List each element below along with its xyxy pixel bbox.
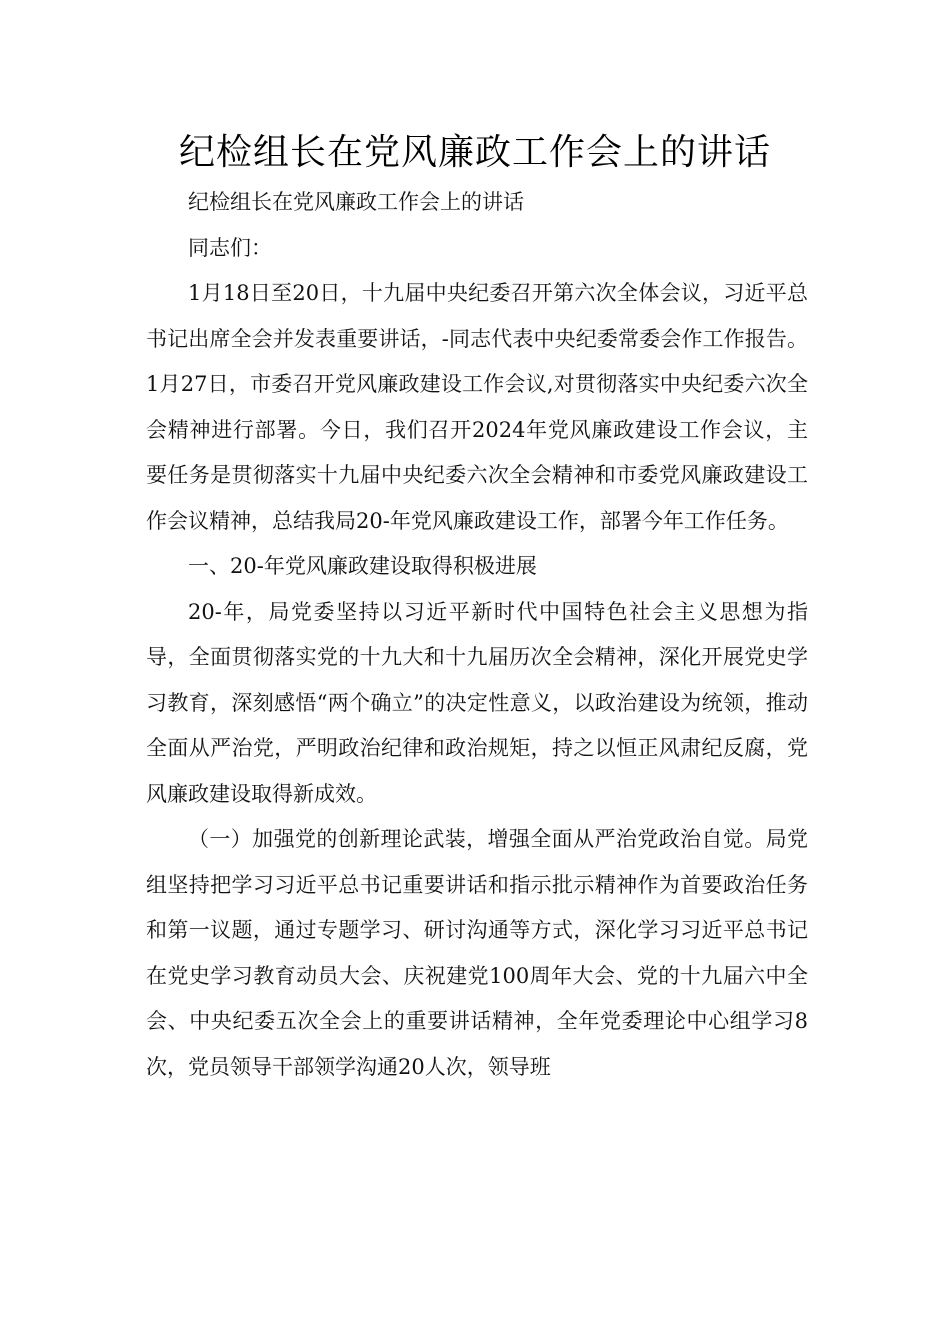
subtitle-paragraph: 纪检组长在党风廉政工作会上的讲话 — [188, 190, 524, 214]
salutation-paragraph: 同志们： — [188, 235, 272, 260]
document-title: 纪检组长在党风廉政工作会上的讲话 — [178, 132, 771, 173]
intro-paragraph: 1月18日至20日，十九届中央纪委召开第六次全体会议，习近平总书记出席全会并发表重要讲话，-同志代表中央纪委常委会作工作报告。1月27日，市委召开党风廉政建设工作会议,对贯彻落实中央纪委六次全会精神进行部署。今日，我们召开2024年党风廉政建设工作会议，主要任务是贯彻落实十九届中央纪委六次全会精神和市委党风廉政建设工作会议精神，总结我局20-年党风廉政建设工作，部署今年工作任务。 — [146, 281, 808, 533]
subsection-1-paragraph: （一）加强党的创新理论武装，增强全面从严治党政治自觉。局党组坚持把学习习近平总书记重要讲话和指示批示精神作为首要政治任务和第一议题，通过专题学习、研讨沟通等方式，深化学习习近平总书记在党史学习教育动员大会、庆祝建党100周年大会、党的十九届六中全会、中央纪委五次全会上的重要讲话精神，全年党委理论中心组学习8次，党员领导干部领学沟通20人次，领导班 — [146, 827, 808, 1079]
section-1-paragraph: 20-年，局党委坚持以习近平新时代中国特色社会主义思想为指导，全面贯彻落实党的十九大和十九届历次全会精神，深化开展党史学习教育，深刻感悟“两个确立”的决定性意义，以政治建设为统领，推动全面从严治党，严明政治纪律和政治规矩，持之以恒正风肃纪反腐，党风廉政建设取得新成效。 — [146, 599, 808, 806]
section-heading-1: 一、20-年党风廉政建设取得积极进展 — [188, 554, 537, 578]
document-body — [146, 180, 808, 1090]
